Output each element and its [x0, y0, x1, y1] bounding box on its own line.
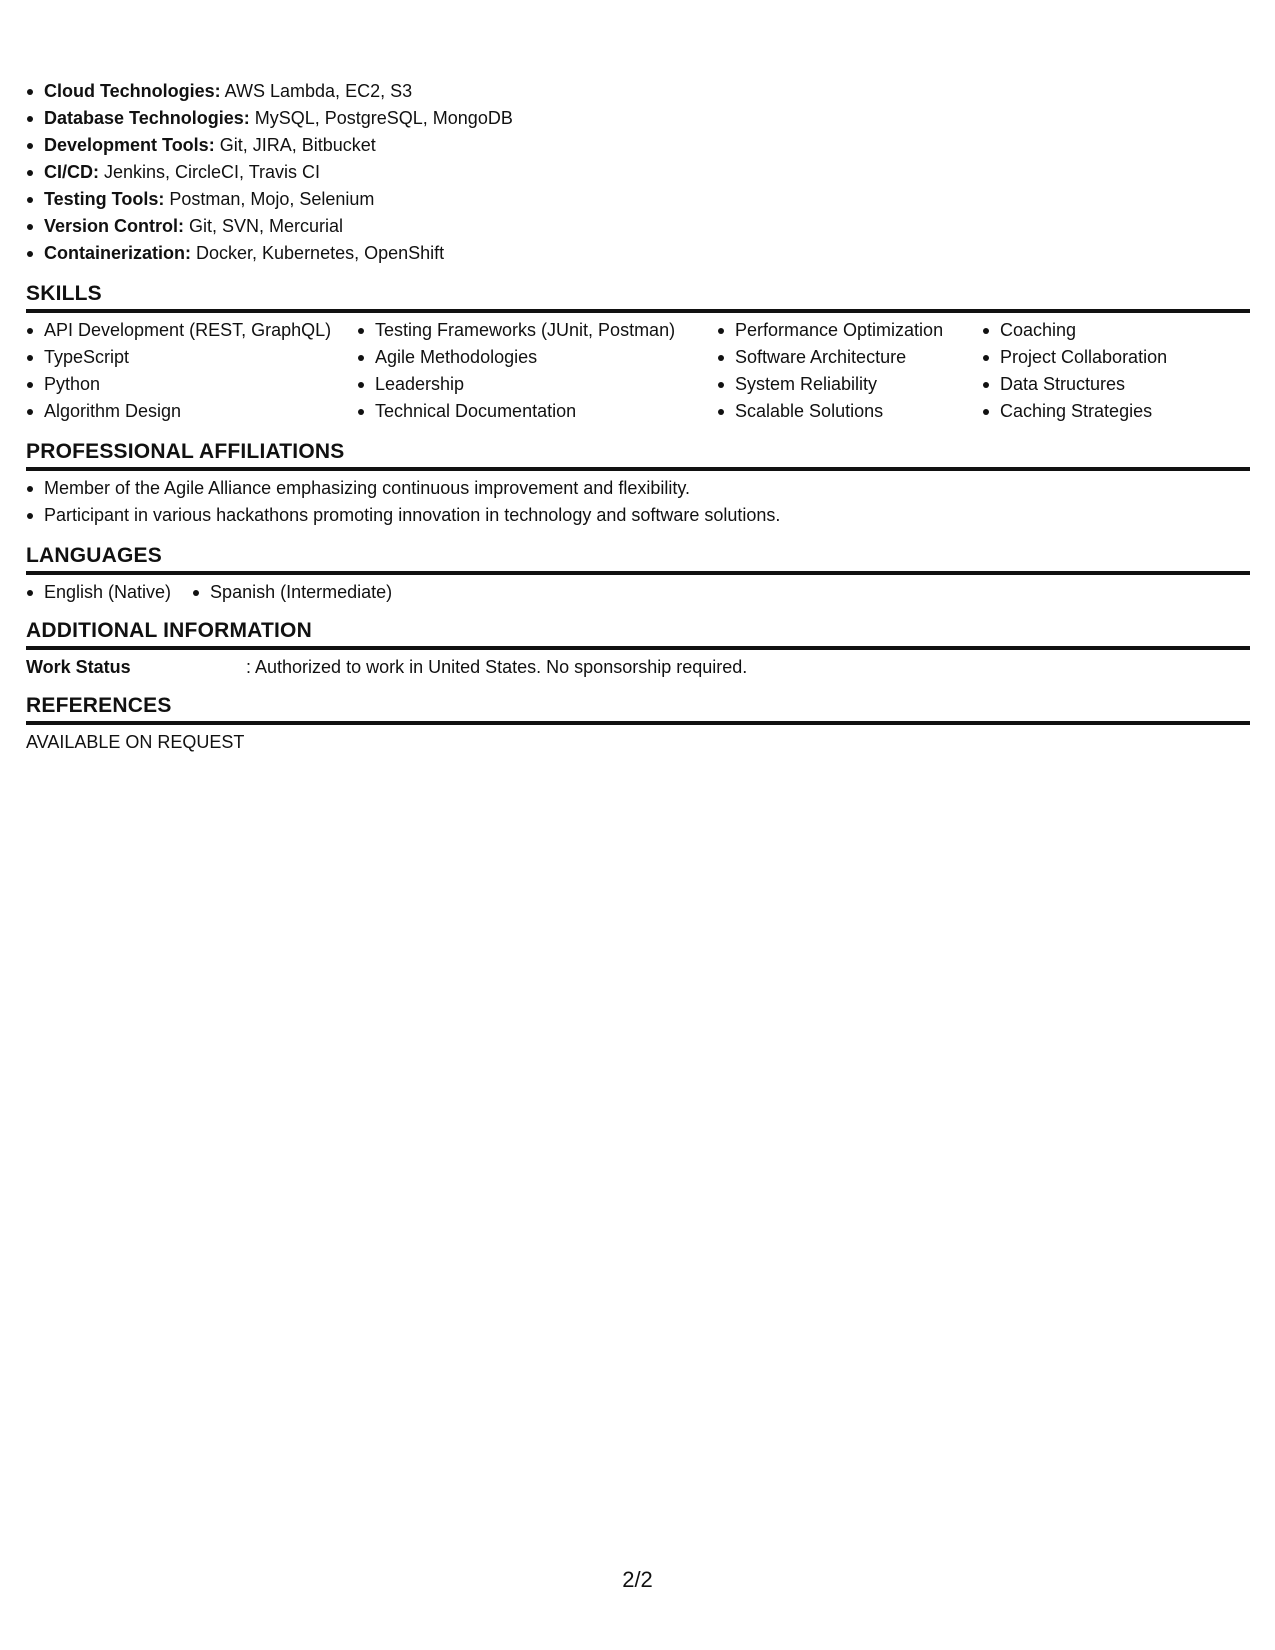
work-status-row	[26, 654, 1250, 681]
skill-item: Coaching	[982, 317, 1242, 344]
language-item: Spanish (Intermediate)	[192, 579, 392, 606]
affiliation-item: Participant in various hackathons promoting innovation in technology and software solutions.	[26, 502, 1250, 529]
tech-item-version-control	[26, 213, 1250, 240]
skills-column	[717, 317, 982, 425]
affiliations-list	[26, 475, 1250, 529]
tech-value: Postman, Mojo, Selenium	[164, 189, 375, 209]
tech-item-dev-tools	[26, 132, 1250, 159]
affiliations-heading: PROFESSIONAL AFFILIATIONS	[26, 439, 1250, 471]
tech-item-containerization	[26, 240, 1250, 267]
languages-list	[26, 579, 1250, 606]
tech-value: Jenkins, CircleCI, Travis CI	[99, 162, 321, 182]
skill-item: Algorithm Design	[26, 398, 357, 425]
skills-column	[357, 317, 717, 425]
skills-heading: SKILLS	[26, 281, 1250, 313]
skills-column	[982, 317, 1242, 425]
tech-item-database	[26, 105, 1250, 132]
skill-item: Python	[26, 371, 357, 398]
skill-item: Caching Strategies	[982, 398, 1242, 425]
skill-item: System Reliability	[717, 371, 982, 398]
skills-column	[26, 317, 357, 425]
additional-info-heading: ADDITIONAL INFORMATION	[26, 618, 1250, 650]
skill-item: Performance Optimization	[717, 317, 982, 344]
page-number: 2/2	[622, 1567, 653, 1592]
skill-item: Project Collaboration	[982, 344, 1242, 371]
tech-value: Git, SVN, Mercurial	[184, 216, 344, 236]
language-item: English (Native)	[26, 579, 171, 606]
tech-label: CI/CD:	[44, 162, 99, 182]
tech-label: Testing Tools:	[44, 189, 165, 209]
tech-label: Database Technologies:	[44, 108, 250, 128]
skills-grid	[26, 317, 1250, 425]
skill-item: API Development (REST, GraphQL)	[26, 317, 357, 344]
tech-value: Docker, Kubernetes, OpenShift	[191, 243, 445, 263]
resume-page	[26, 78, 1250, 756]
skill-item: Data Structures	[982, 371, 1242, 398]
skill-item: Software Architecture	[717, 344, 982, 371]
tech-label: Cloud Technologies:	[44, 81, 221, 101]
tech-item-cloud	[26, 78, 1250, 105]
skill-item: Leadership	[357, 371, 717, 398]
tech-label: Containerization:	[44, 243, 191, 263]
languages-heading: LANGUAGES	[26, 543, 1250, 575]
tech-value: AWS Lambda, EC2, S3	[220, 81, 413, 101]
references-heading: REFERENCES	[26, 693, 1250, 725]
tech-value: MySQL, PostgreSQL, MongoDB	[249, 108, 513, 128]
affiliation-item: Member of the Agile Alliance emphasizing continuous improvement and flexibility.	[26, 475, 1250, 502]
skill-item: Agile Methodologies	[357, 344, 717, 371]
references-text: AVAILABLE ON REQUEST	[26, 732, 245, 752]
skill-item: Testing Frameworks (JUnit, Postman)	[357, 317, 717, 344]
work-status-value: : Authorized to work in United States. No sponsorship required.	[246, 657, 748, 677]
work-status-label: Work Status	[26, 657, 131, 677]
tech-label: Development Tools:	[44, 135, 215, 155]
tech-value: Git, JIRA, Bitbucket	[214, 135, 376, 155]
technologies-list	[26, 78, 1250, 267]
skill-item: Technical Documentation	[357, 398, 717, 425]
skill-item: TypeScript	[26, 344, 357, 371]
tech-item-cicd	[26, 159, 1250, 186]
skill-item: Scalable Solutions	[717, 398, 982, 425]
tech-label: Version Control:	[44, 216, 185, 236]
tech-item-testing	[26, 186, 1250, 213]
